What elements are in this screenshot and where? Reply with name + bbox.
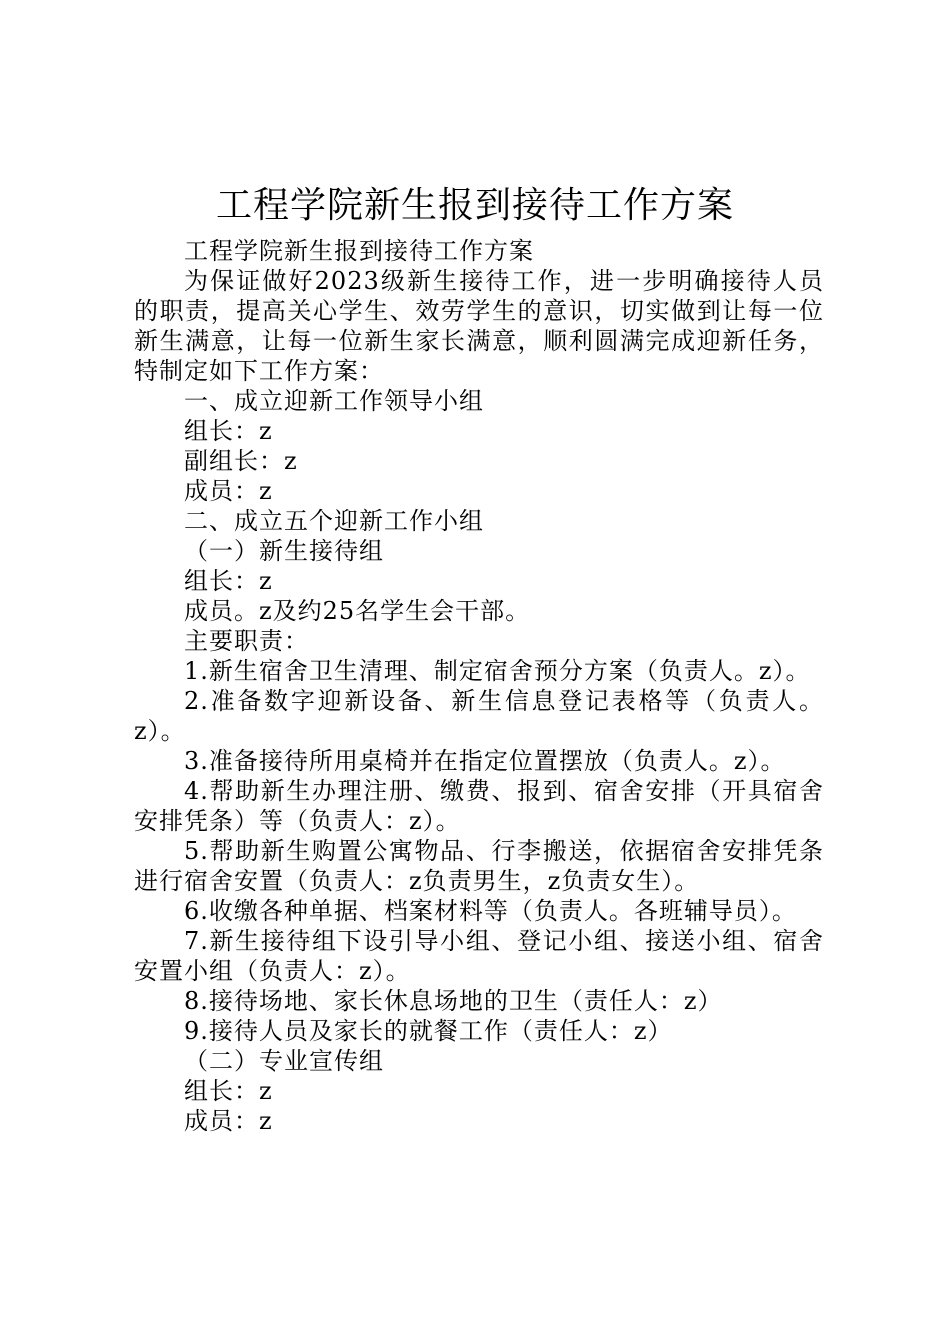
document-title: 工程学院新生报到接待工作方案	[215, 185, 734, 226]
leader-line: 组长：z	[184, 417, 273, 445]
duties-heading: 主要职责：	[184, 627, 309, 655]
reception-leader-line: 组长：z	[184, 567, 273, 595]
promotion-members-line: 成员：z	[184, 1107, 273, 1135]
duty-item: 6.收缴各种单据、档案材料等（负责人。各班辅导员）。	[184, 897, 797, 925]
document-body	[134, 236, 824, 1136]
section-heading-groups: 二、成立五个迎新工作小组	[184, 507, 484, 535]
duty-item: 3.准备接待所用桌椅并在指定位置摆放（负责人。z）。	[184, 747, 786, 775]
duty-item: 7.新生接待组下设引导小组、登记小组、接送小组、宿舍安置小组（负责人：z）。	[134, 927, 824, 985]
intro-paragraph: 为保证做好2023级新生接待工作，进一步明确接待人员的职责，提高关心学生、效劳学生的意识，切实做到让每一位新生满意，让每一位新生家长满意，顺利圆满完成迎新任务，特制定如下工作方案：	[134, 267, 824, 385]
duty-item: 8.接待场地、家长休息场地的卫生（责任人：z）	[184, 987, 723, 1015]
duty-item: 5.帮助新生购置公寓物品、行李搬送，依据宿舍安排凭条进行宿舍安置（负责人：z负责男生，z负责女生）。	[134, 837, 824, 895]
duty-item: 2.准备数字迎新设备、新生信息登记表格等（负责人。z）。	[134, 687, 824, 745]
members-line: 成员：z	[184, 477, 273, 505]
subsection-heading-promotion: （二）专业宣传组	[184, 1047, 384, 1075]
duty-item: 9.接待人员及家长的就餐工作（责任人：z）	[184, 1017, 673, 1045]
duty-item: 4.帮助新生办理注册、缴费、报到、宿舍安排（开具宿舍安排凭条）等（负责人：z）。	[134, 777, 824, 835]
reception-members-line: 成员。z及约25名学生会干部。	[184, 597, 531, 625]
duty-item: 1.新生宿舍卫生清理、制定宿舍预分方案（负责人。z）。	[184, 657, 811, 685]
subsection-heading-reception: （一）新生接待组	[184, 537, 384, 565]
promotion-leader-line: 组长：z	[184, 1077, 273, 1105]
section-heading-leadership: 一、成立迎新工作领导小组	[184, 387, 484, 415]
deputy-leader-line: 副组长：z	[184, 447, 298, 475]
body-heading: 工程学院新生报到接待工作方案	[184, 237, 534, 265]
